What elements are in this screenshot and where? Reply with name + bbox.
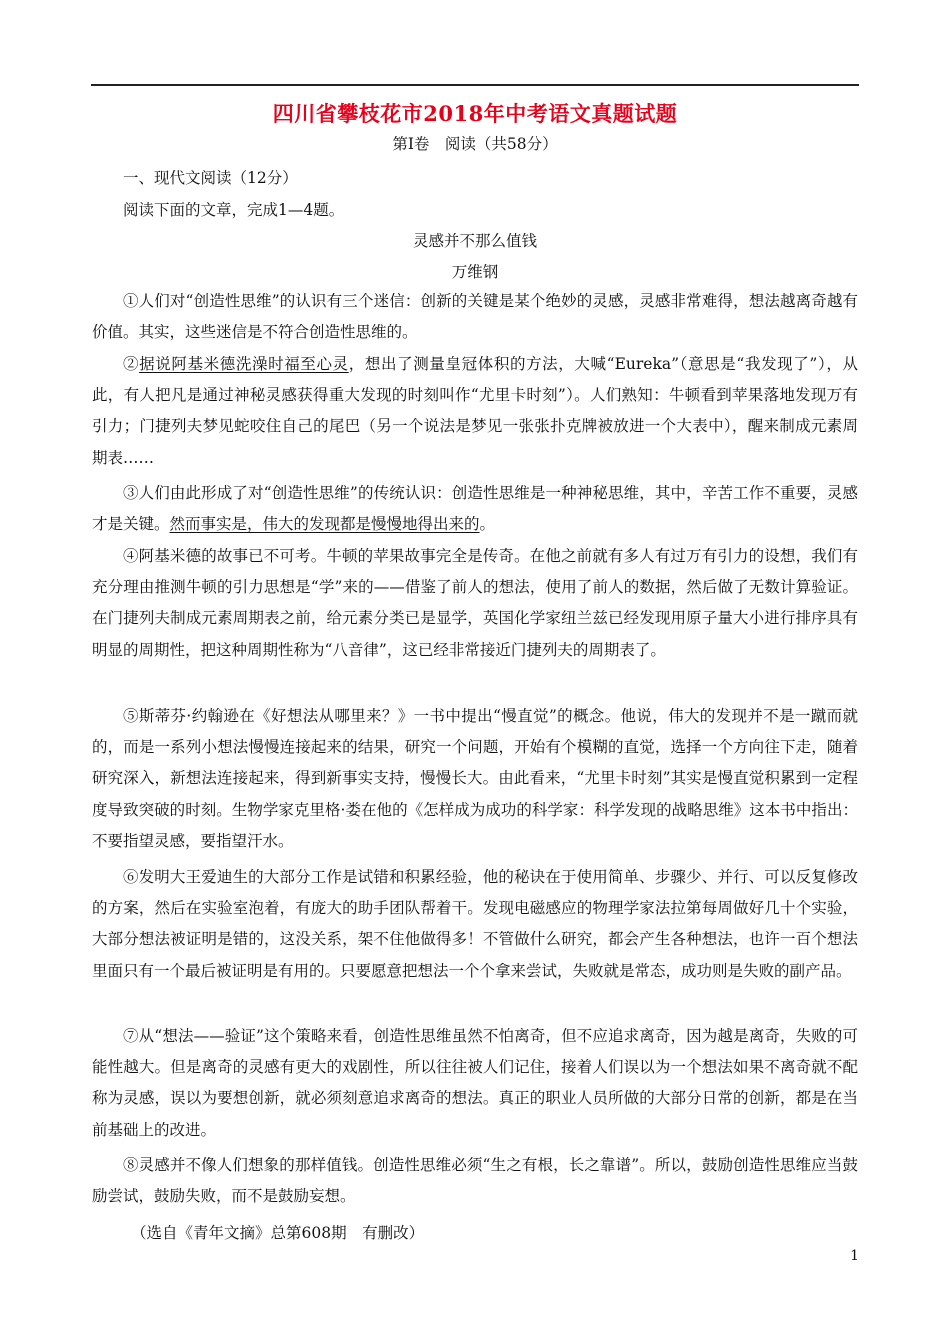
paragraph-3-end: 。 bbox=[479, 515, 496, 534]
paragraph-5: ⑤斯蒂芬·约翰逊在《好想法从哪里来？》一书中提出“慢直觉”的概念。他说，伟大的发现并不是一蹴而就的，而是一系列小想法慢慢连接起来的结果，研究一个问题，开始有个模糊的直觉，选择一个方向往下走，随着研究深入，新想法连接起来，得到新事实支持，慢慢长大。由此看来，“尤里卡时刻”其实是慢直觉积累到一定程度导致突破的时刻。生物学家克里格·娄在他的《怎样成为成功的科学家：科学发现的战略思维》这本书中指出：不要指望灵感，要指望汗水。 bbox=[92, 707, 858, 850]
underlined-phrase-1: 据说阿基米德洗澡时福至心灵 bbox=[139, 355, 349, 373]
underlined-phrase-2: 然而事实是，伟大的发现都是慢慢地得出来的 bbox=[169, 515, 480, 534]
paragraph-3-text: ③人们由此形成了对“创造性思维”的传统认识：创造性思维是一种神秘思维，其中，辛苦工作不重要，灵感才是关键。 bbox=[92, 484, 858, 534]
paragraph-2 bbox=[92, 349, 858, 474]
paragraph-3 bbox=[92, 478, 858, 540]
article-author: 万维钢 bbox=[451, 263, 499, 281]
paragraph-2-text: ，想出了测量皇冠体积的方法，大喊“Eureka”（意思是“我发现了”），从此，有人把凡是通过神秘灵感获得重大发现的时刻叫作“尤里卡时刻”）。人们熟知：牛顿看到苹果落地发现万有引力；门捷列夫梦见蛇咬住自己的尾巴（另一个说法是梦见一张张扑克牌被放进一个大表中），醒来制成元素周期表…… bbox=[92, 355, 858, 467]
section-heading: 一、现代文阅读（12分） bbox=[123, 169, 298, 187]
paragraph-6: ⑥发明大王爱迪生的大部分工作是试错和积累经验，他的秘诀在于使用简单、步骤少、并行、可以反复修改的方案，然后在实验室泡着，有庞大的助手团队帮着干。发现电磁感应的物理学家法拉第每周做好几十个实验，大部分想法被证明是错的，这没关系，架不住他做得多！不管做什么研究，都会产生各种想法，也许一百个想法里面只有一个最后被证明是有用的。只要愿意把想法一个个拿来尝试，失败就是常态，成功则是失败的副产品。 bbox=[92, 868, 858, 980]
paragraph-1: ①人们对“创造性思维”的认识有三个迷信：创新的关键是某个绝妙的灵感，灵感非常难得，想法越离奇越有价值。其实，这些迷信是不符合创造性思维的。 bbox=[92, 292, 858, 342]
instruction-text: 阅读下面的文章，完成1—4题。 bbox=[123, 201, 345, 219]
paragraph-4: ④阿基米德的故事已不可考。牛顿的苹果故事完全是传奇。在他之前就有多人有过万有引力的设想，我们有充分理由推测牛顿的引力思想是“学”来的——借鉴了前人的想法，使用了前人的数据，然后做了无数计算验证。在门捷列夫制成元素周期表之前，给元素分类已是显学，英国化学家纽兰兹已经发现用原子量大小进行排序具有明显的周期性，把这种周期性称为“八音律”，这已经非常接近门捷列夫的周期表了。 bbox=[92, 547, 858, 659]
article-title: 灵感并不那么值钱 bbox=[412, 232, 537, 250]
paragraph-8: ⑧灵感并不像人们想象的那样值钱。创造性思维必须“生之有根，长之靠谱”。所以，鼓励创造性思维应当鼓励尝试，鼓励失败，而不是鼓励妄想。 bbox=[92, 1156, 858, 1206]
paragraph-7: ⑦从“想法——验证”这个策略来看，创造性思维虽然不怕离奇，但不应追求离奇，因为越是离奇，失败的可能性越大。但是离奇的灵感有更大的戏剧性，所以往往被人们记住，接着人们误以为一个想法如果不离奇就不配称为灵感，误以为要想创新，就必须刻意追求离奇的想法。真正的职业人员所做的大部分日常的创新，都是在当前基础上的改进。 bbox=[92, 1027, 858, 1139]
section-subtitle: 第Ⅰ卷 阅读（共58分） bbox=[392, 135, 558, 153]
source-citation: （选自《青年文摘》总第608期 有删改） bbox=[131, 1224, 425, 1242]
header-rule bbox=[91, 84, 859, 86]
page-title: 四川省攀枝花市2018年中考语文真题试题 bbox=[272, 101, 678, 126]
page-number: 1 bbox=[850, 1248, 859, 1264]
paragraph-2-number: ② bbox=[123, 355, 140, 373]
